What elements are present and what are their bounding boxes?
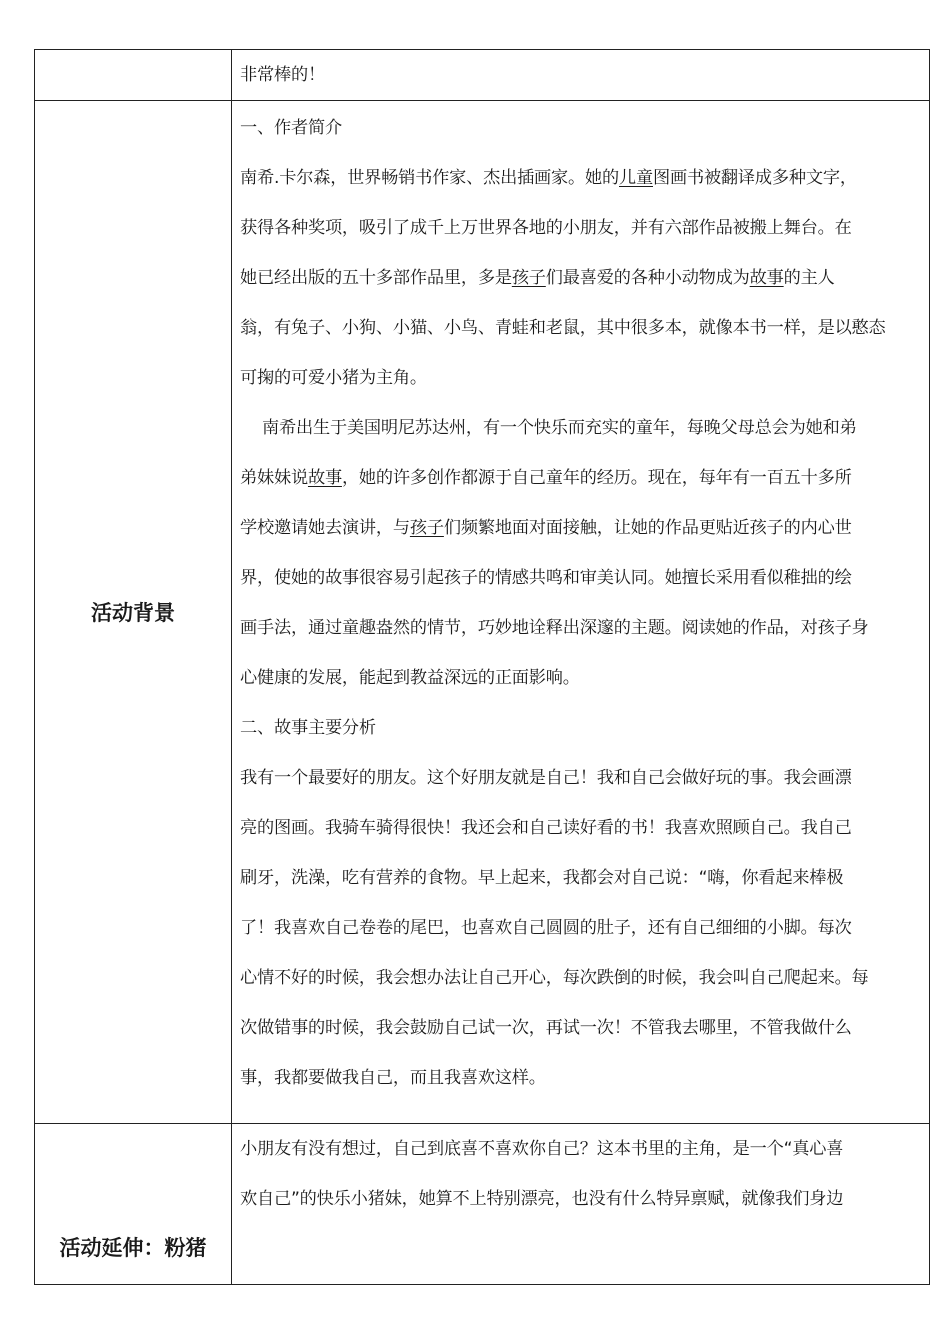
text-line: 她已经出版的五十多部作品里，多是孩子们最喜爱的各种小动物成为故事的主人 (240, 268, 835, 288)
text-line: 心健康的发展，能起到教益深远的正面影响。 (240, 668, 580, 688)
row-label-background: 活动背景 (35, 101, 232, 1124)
text-line: 南希.卡尔森，世界畅销书作家、杰出插画家。她的儿童图画书被翻译成多种文字， (240, 168, 857, 188)
text-line: 小朋友有没有想过，自己到底喜不喜欢你自己？这本书里的主角，是一个“真心喜 (240, 1139, 844, 1159)
row-content (232, 101, 930, 1124)
text-line: 非常棒的！ (240, 65, 325, 85)
row-content (232, 1124, 930, 1285)
text-line: 我有一个最要好的朋友。这个好朋友就是自己！我和自己会做好玩的事。我会画漂 (240, 768, 852, 788)
text-line: 界，使她的故事很容易引起孩子的情感共鸣和审美认同。她擅长采用看似稚拙的绘 (240, 568, 852, 588)
underlined-term: 孩子 (511, 268, 546, 288)
plan-table (34, 49, 930, 1285)
underlined-term: 儿童 (619, 168, 653, 188)
section-heading-author: 一、作者简介 (240, 118, 342, 138)
text-line: 刷牙，洗澡，吃有营养的食物。早上起来，我都会对自己说：“嗨，你看起来棒极 (240, 868, 844, 888)
text-line: 翁，有兔子、小狗、小猫、小鸟、青蛙和老鼠，其中很多本，就像本书一样，是以憨态 (240, 318, 886, 338)
text-line: 亮的图画。我骑车骑得很快！我还会和自己读好看的书！我喜欢照顾自己。我自己 (240, 818, 852, 838)
underlined-term: 孩子 (409, 518, 444, 538)
underlined-term: 故事 (749, 268, 784, 288)
text-line: 了！我喜欢自己卷卷的尾巴，也喜欢自己圆圆的肚子，还有自己细细的小脚。每次 (240, 918, 852, 938)
text-line: 可掬的可爱小猪为主角。 (240, 368, 427, 388)
row-content (232, 50, 930, 101)
text-line: 弟妹妹说故事，她的许多创作都源于自己童年的经历。现在，每年有一百五十多所 (240, 468, 852, 488)
table-row (35, 50, 930, 101)
table-row (35, 101, 930, 1124)
text-line: 心情不好的时候，我会想办法让自己开心，每次跌倒的时候，我会叫自己爬起来。每 (240, 968, 869, 988)
underlined-term: 故事 (307, 468, 342, 488)
table-row (35, 1124, 930, 1285)
row-label-empty (35, 50, 232, 101)
text-line: 次做错事的时候，我会鼓励自己试一次，再试一次！不管我去哪里，不管我做什么 (240, 1018, 852, 1038)
row-label-extension: 活动延伸：粉猪 (35, 1124, 232, 1285)
text-line: 获得各种奖项，吸引了成千上万世界各地的小朋友，并有六部作品被搬上舞台。在 (240, 218, 852, 238)
text-line: 欢自己”的快乐小猪妹，她算不上特别漂亮，也没有什么特异禀赋，就像我们身边 (240, 1189, 844, 1209)
text-line: 学校邀请她去演讲，与孩子们频繁地面对面接触，让她的作品更贴近孩子的内心世 (240, 518, 852, 538)
text-line: 南希出生于美国明尼苏达州，有一个快乐而充实的童年，每晚父母总会为她和弟 (262, 418, 857, 438)
text-line: 事，我都要做我自己，而且我喜欢这样。 (240, 1068, 546, 1088)
text-line: 画手法，通过童趣盎然的情节，巧妙地诠释出深邃的主题。阅读她的作品，对孩子身 (240, 618, 869, 638)
section-heading-story: 二、故事主要分析 (240, 718, 376, 738)
